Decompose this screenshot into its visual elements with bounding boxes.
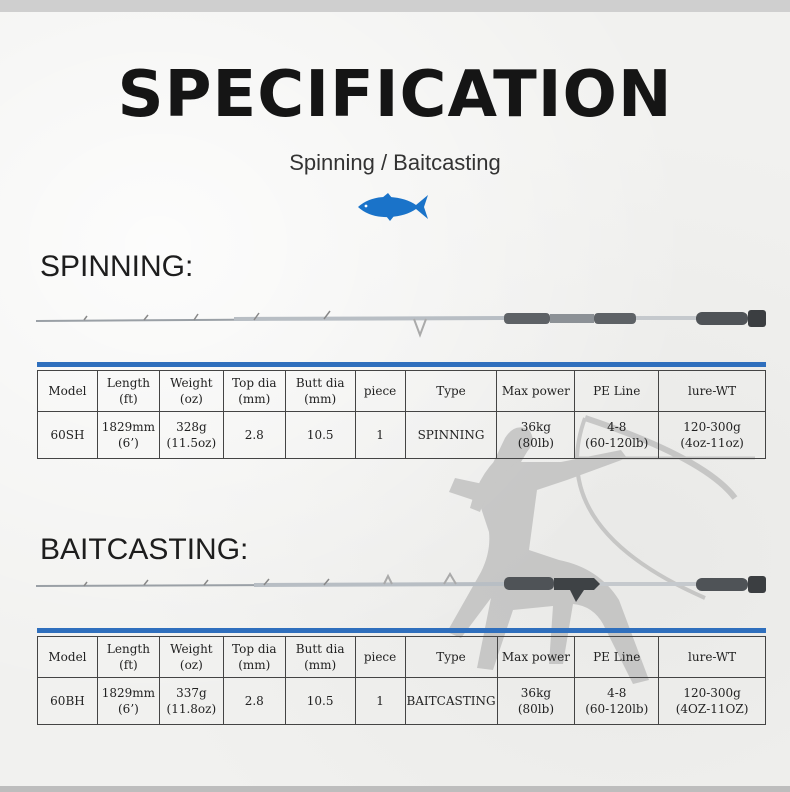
page-title: SPECIFICATION — [117, 58, 673, 132]
header-cell: Length (ft) — [97, 371, 159, 412]
baitcasting-rod-image — [34, 566, 770, 606]
header-cell: Max power — [497, 371, 575, 412]
table-cell: 1829mm (6’) — [97, 412, 159, 459]
spinning-blue-divider — [37, 362, 766, 367]
header-cell: Top dia (mm) — [223, 637, 285, 678]
header-cell: Butt dia (mm) — [285, 371, 355, 412]
spinning-rod-image — [34, 300, 770, 340]
table-cell: 36kg (80lb) — [497, 678, 575, 725]
spinning-section-label: SPINNING: — [40, 250, 194, 283]
header-cell: Weight (oz) — [159, 371, 223, 412]
baitcasting-blue-divider — [37, 628, 766, 633]
table-cell: 120-300g (4OZ-11OZ) — [659, 678, 766, 725]
header-cell: Type — [405, 371, 497, 412]
table-cell: 4-8 (60-120lb) — [575, 412, 659, 459]
top-border — [0, 0, 790, 12]
header-cell: lure-WT — [659, 371, 766, 412]
header-cell: PE Line — [575, 371, 659, 412]
table-cell: 337g (11.8oz) — [159, 678, 223, 725]
baitcasting-header-row — [38, 637, 766, 678]
table-cell: 2.8 — [223, 412, 285, 459]
baitcasting-section-label: BAITCASTING: — [40, 533, 249, 566]
header-cell: Model — [38, 371, 98, 412]
table-cell: 10.5 — [285, 678, 355, 725]
page-subtitle: Spinning / Baitcasting — [289, 150, 501, 175]
spinning-spec-table — [37, 370, 766, 459]
table-row — [38, 678, 766, 725]
baitcasting-spec-table — [37, 636, 766, 725]
table-cell: 1 — [355, 412, 405, 459]
header-cell: Model — [38, 637, 98, 678]
header-cell: Max power — [497, 637, 575, 678]
table-cell: 1829mm (6’) — [97, 678, 159, 725]
header-cell: piece — [355, 371, 405, 412]
header-cell: lure-WT — [659, 637, 766, 678]
header-cell: piece — [355, 637, 405, 678]
tuna-fish-icon — [356, 193, 432, 221]
header-cell: Length (ft) — [97, 637, 159, 678]
table-cell: 4-8 (60-120lb) — [575, 678, 659, 725]
spinning-header-row — [38, 371, 766, 412]
table-cell: 60BH — [38, 678, 98, 725]
table-cell: 60SH — [38, 412, 98, 459]
table-cell: SPINNING — [405, 412, 497, 459]
table-cell: 328g (11.5oz) — [159, 412, 223, 459]
bottom-border — [0, 786, 790, 792]
header-cell: PE Line — [575, 637, 659, 678]
table-row — [38, 412, 766, 459]
table-cell: 2.8 — [223, 678, 285, 725]
table-cell: 1 — [355, 678, 405, 725]
table-cell: BAITCASTING — [405, 678, 497, 725]
header-cell: Top dia (mm) — [223, 371, 285, 412]
table-cell: 36kg (80lb) — [497, 412, 575, 459]
header-cell: Butt dia (mm) — [285, 637, 355, 678]
table-cell: 120-300g (4oz-11oz) — [659, 412, 766, 459]
header-cell: Type — [405, 637, 497, 678]
table-cell: 10.5 — [285, 412, 355, 459]
header-cell: Weight (oz) — [159, 637, 223, 678]
